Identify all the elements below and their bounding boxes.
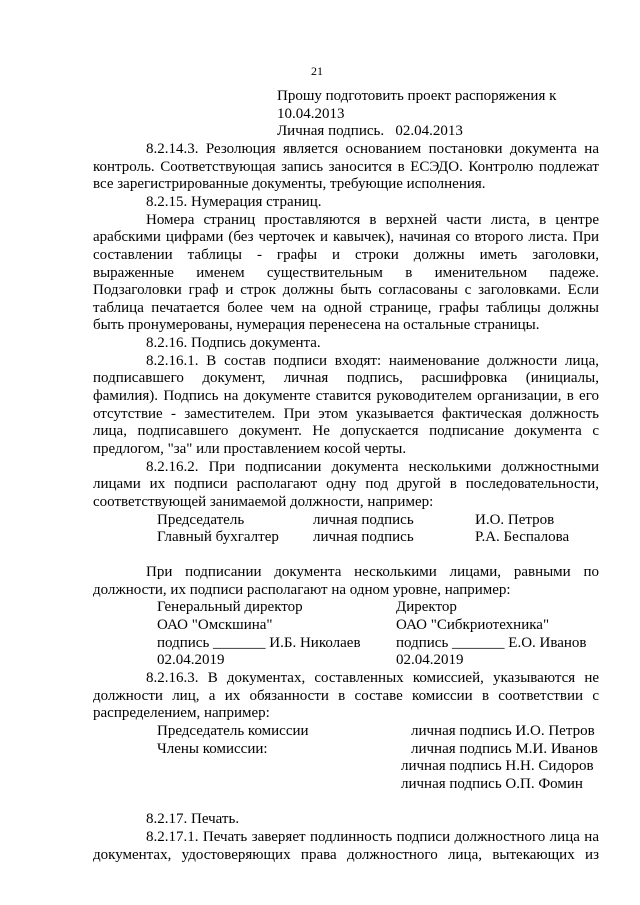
text-line: распределением, например: xyxy=(93,705,270,721)
commission-member-signature: личная подпись М.И. Иванов xyxy=(411,741,598,757)
commission-chair-label: Председатель комиссии xyxy=(157,723,309,739)
text-line: предлогом, "за" или проставлением косой черты. xyxy=(93,441,407,457)
left-signer-line: подпись _______ И.Б. Николаев xyxy=(157,635,361,651)
text-line: должности лиц, а их обязанности в составе комиссии в соответствии с xyxy=(93,688,599,704)
left-signer-line: ОАО "Омскшина" xyxy=(157,617,273,633)
text-line: выраженные именем существительным в именительном падеже. xyxy=(93,265,599,281)
signer-signature: личная подпись xyxy=(313,512,414,528)
text-line: фамилия). Подпись на документе ставится руководителем организации, в его xyxy=(93,388,599,404)
commission-chair-signature: личная подпись И.О. Петров xyxy=(411,723,595,739)
text-line: документах, удостоверяющих права должностного лица, вытекающих из xyxy=(93,847,599,863)
right-signer-date: 02.04.2019 xyxy=(396,652,464,668)
text-line: При подписании документа несколькими лицами, равными по xyxy=(146,564,599,580)
text-line: 8.2.16.3. В документах, составленных комиссией, указываются не xyxy=(146,670,599,686)
text-line: 8.2.16.1. В состав подписи входят: наименование должности лица, xyxy=(146,353,599,369)
signer-position: Председатель xyxy=(157,512,245,528)
text-line: все зарегистрированные документы, требующие исполнения. xyxy=(93,176,486,192)
text-line: должности, их подписи располагают на одном уровне, например: xyxy=(93,582,511,598)
text-line: составлении таблицы - графы и строки должны иметь заголовки, xyxy=(93,247,599,263)
text-line: 8.2.14.3. Резолюция является основанием постановки документа на xyxy=(146,141,599,157)
text-line: таблица печатается более чем на одной странице, графы таблицы должны xyxy=(93,300,599,316)
commission-member-signature: личная подпись О.П. Фомин xyxy=(401,776,583,792)
signer-name: Р.А. Беспалова xyxy=(475,529,570,545)
right-signer-line: Директор xyxy=(396,599,457,615)
commission-members-label: Члены комиссии: xyxy=(157,741,268,757)
text-line: 8.2.17.1. Печать заверяет подлинность подписи должностного лица на xyxy=(146,829,599,845)
left-signer-line: Генеральный директор xyxy=(157,599,303,615)
text-line: 8.2.16.2. При подписании документа несколькими должностными xyxy=(146,459,599,475)
text-line: быть пронумерованы, нумерация перенесена на остальные страницы. xyxy=(93,317,540,333)
resolution-line: Прошу подготовить проект распоряжения к xyxy=(277,88,557,104)
page-number: 21 xyxy=(311,64,323,78)
left-signer-date: 02.04.2019 xyxy=(157,652,225,668)
text-line: Подзаголовки граф и строк должны быть согласованы с заголовками. Если xyxy=(93,282,599,298)
resolution-date: 10.04.2013 xyxy=(277,106,345,122)
text-line: лицами их подписи располагают одну под другой в последовательности, xyxy=(93,476,599,492)
resolution-signature: Личная подпись. 02.04.2013 xyxy=(277,123,463,139)
signer-name: И.О. Петров xyxy=(475,512,555,528)
signer-position: Главный бухгалтер xyxy=(157,529,279,545)
section-heading-8-2-15: 8.2.15. Нумерация страниц. xyxy=(146,194,322,210)
text-line: арабскими цифрами (без черточек и кавычек), начиная со второго листа. При xyxy=(93,229,599,245)
text-line: отсутствие - заместителем. При этом указывается фактическая должность xyxy=(93,406,599,422)
text-line: соответствующей занимаемой должности, например: xyxy=(93,494,434,510)
text-line: лица, подписавшего документ. Не допускается подписание документа с xyxy=(93,423,599,439)
right-signer-line: ОАО "Сибкриотехника" xyxy=(396,617,550,633)
text-line: Номера страниц проставляются в верхней части листа, в центре xyxy=(146,212,599,228)
section-heading-8-2-16: 8.2.16. Подпись документа. xyxy=(146,335,321,351)
section-heading-8-2-17: 8.2.17. Печать. xyxy=(146,811,240,827)
text-line: подписавшего документ, личная подпись, расшифровка (инициалы, xyxy=(93,370,599,386)
signer-signature: личная подпись xyxy=(313,529,414,545)
text-line: контроль. Соответствующая запись заносится в ЕСЭДО. Контролю подлежат xyxy=(93,159,599,175)
commission-member-signature: личная подпись Н.Н. Сидоров xyxy=(401,758,594,774)
right-signer-line: подпись _______ Е.О. Иванов xyxy=(396,635,587,651)
